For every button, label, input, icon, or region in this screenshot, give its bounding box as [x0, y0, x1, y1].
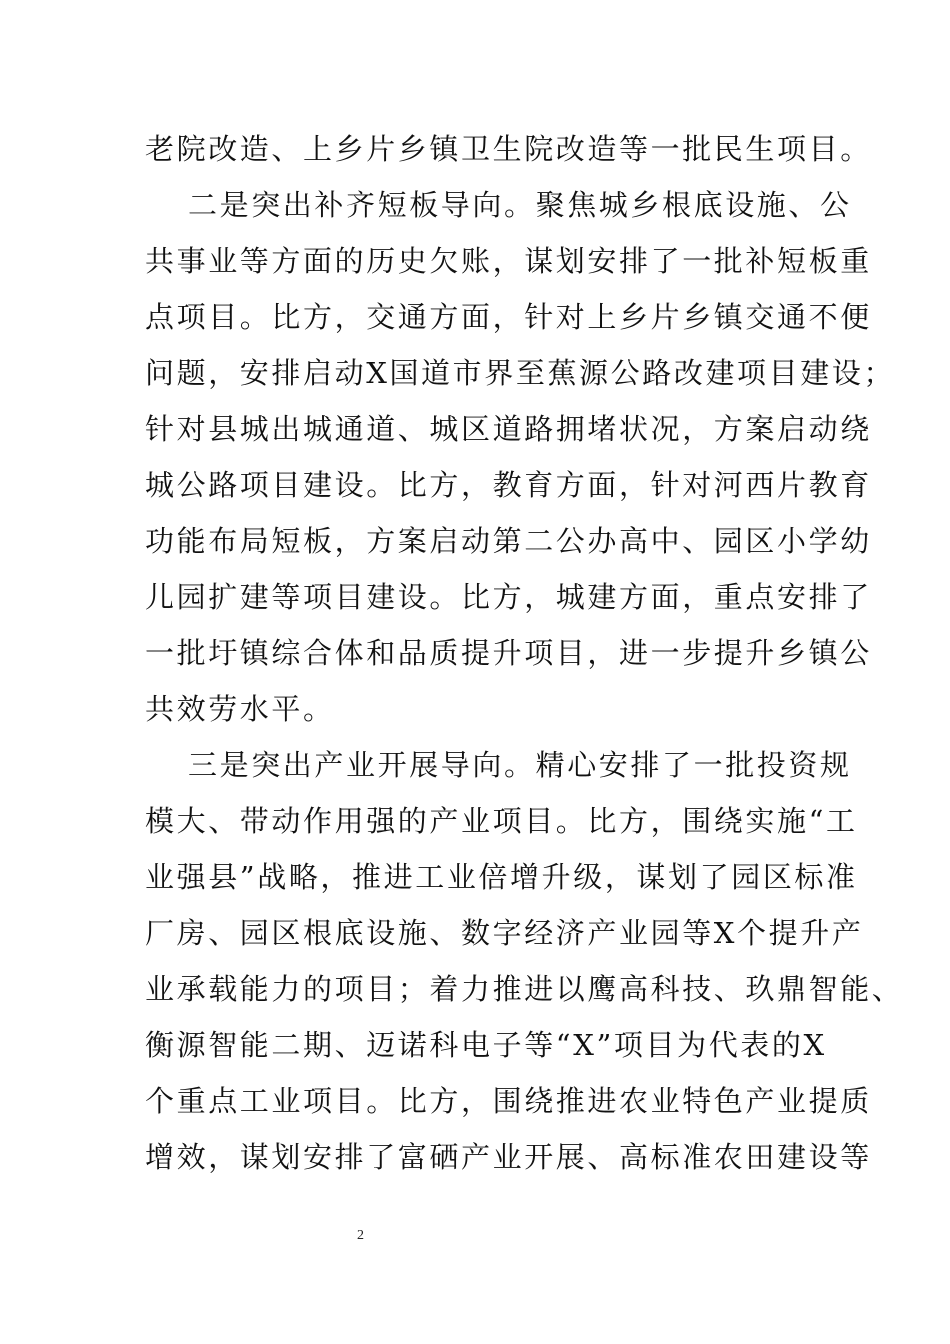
- text-line: 儿园扩建等项目建设。比方，城建方面，重点安排了: [145, 580, 872, 614]
- text-line: 厂房、园区根底设施、数字经济产业园等X个提升产: [145, 916, 864, 950]
- text-line: 增效，谋划安排了富硒产业开展、高标准农田建设等: [145, 1140, 872, 1174]
- text-line: 城公路项目建设。比方，教育方面，针对河西片教育: [145, 468, 872, 502]
- text-line: 针对县城出城通道、城区道路拥堵状况，方案启动绕: [145, 412, 872, 446]
- text-line: 点项目。比方，交通方面，针对上乡片乡镇交通不便: [145, 300, 872, 334]
- text-line: 功能布局短板，方案启动第二公办高中、园区小学幼: [145, 524, 872, 558]
- text-line: 一批圩镇综合体和品质提升项目，进一步提升乡镇公: [145, 636, 872, 670]
- text-line: 业承载能力的项目；着力推进以鹰高科技、玖鼎智能、: [145, 972, 904, 1006]
- text-line: 老院改造、上乡片乡镇卫生院改造等一批民生项目。: [145, 132, 872, 166]
- text-line: 衡源智能二期、迈诺科电子等“X”项目为代表的X: [145, 1028, 827, 1062]
- text-line: 问题，安排启动X国道市界至蕉源公路改建项目建设；: [145, 356, 896, 390]
- text-line: 个重点工业项目。比方，围绕推进农业特色产业提质: [145, 1084, 872, 1118]
- text-line: 共效劳水平。: [145, 692, 335, 726]
- paragraph-first-line: 三是突出产业开展导向。精心安排了一批投资规: [188, 748, 852, 782]
- text-line: 共事业等方面的历史欠账，谋划安排了一批补短板重: [145, 244, 872, 278]
- page-number: 2: [357, 1228, 364, 1243]
- text-line: 模大、带动作用强的产业项目。比方，围绕实施“工: [145, 804, 858, 838]
- paragraph-first-line: 二是突出补齐短板导向。聚焦城乡根底设施、公: [188, 188, 852, 222]
- text-line: 业强县”战略，推进工业倍增升级，谋划了园区标准: [145, 860, 858, 894]
